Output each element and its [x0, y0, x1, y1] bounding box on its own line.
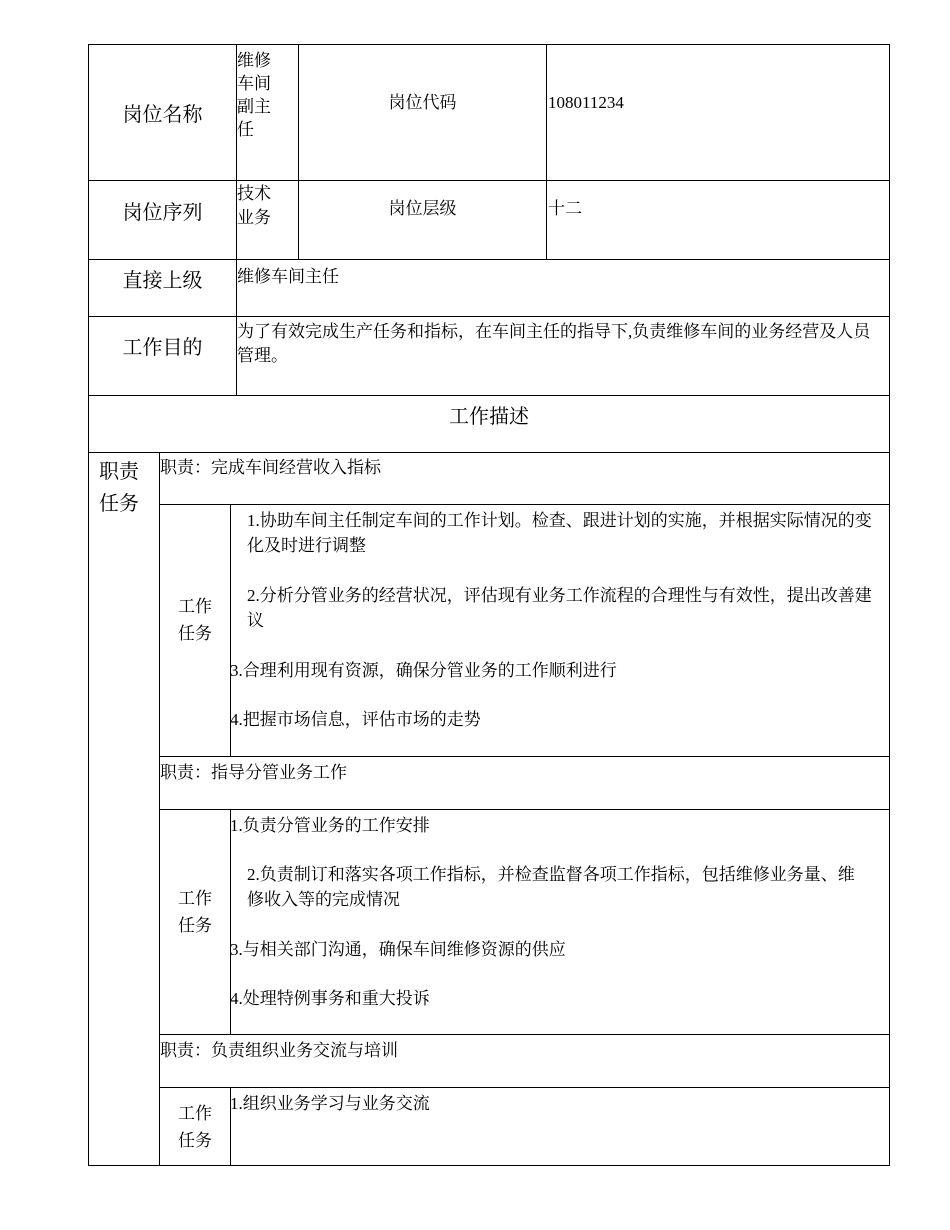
post-level-value: 十二: [548, 199, 582, 218]
task-item: 1.组织业务学习与业务交流: [230, 1094, 430, 1113]
task-item: 1.负责分管业务的工作安排: [230, 816, 430, 835]
post-series-value: 技术业务: [237, 184, 271, 227]
post-code-label: 岗位代码: [388, 93, 457, 112]
task-item: 3.与相关部门沟通，确保车间维修资源的供应: [230, 940, 566, 959]
task-label: 工作任务: [178, 597, 212, 643]
task-item: 2.负责制订和落实各项工作指标，并检查监督各项工作指标，包括维修业务量、维修收入等的完成情况: [247, 865, 855, 909]
task-item: 1.协助车间主任制定车间的工作计划。检查、跟进计划的实施，并根据实际情况的变化及时进行调整: [247, 511, 872, 555]
task-item: 2.分析分管业务的经营状况，评估现有业务工作流程的合理性与有效性，提出改善建议: [247, 586, 872, 630]
post-name-value: 维修车间副主任: [237, 51, 271, 139]
task-label: 工作任务: [178, 889, 212, 935]
purpose-value: 为了有效完成生产任务和指标，在车间主任的指导下,负责维修车间的业务经营及人员管理。: [237, 322, 871, 365]
task-item: 4.把握市场信息，评估市场的走势: [230, 710, 481, 729]
post-name-label: 岗位名称: [122, 104, 203, 126]
task-label: 工作任务: [178, 1104, 212, 1150]
superior-label: 直接上级: [122, 269, 203, 292]
duty-title: 职责：负责组织业务交流与培训: [160, 1041, 398, 1060]
post-series-label: 岗位序列: [122, 201, 203, 224]
duty-title: 职责：完成车间经营收入指标: [160, 458, 381, 477]
description-title: 工作描述: [449, 405, 529, 428]
task-item: 3.合理利用现有资源，确保分管业务的工作顺利进行: [230, 661, 617, 680]
post-level-label: 岗位层级: [388, 199, 457, 218]
duty-title: 职责：指导分管业务工作: [160, 763, 347, 782]
purpose-label: 工作目的: [122, 336, 203, 359]
duty-column-label: 职责任务: [99, 461, 139, 515]
superior-value: 维修车间主任: [237, 267, 339, 286]
task-item: 4.处理特例事务和重大投诉: [230, 989, 430, 1008]
post-code-value: 108011234: [548, 93, 624, 112]
job-description-table: [88, 44, 890, 1166]
